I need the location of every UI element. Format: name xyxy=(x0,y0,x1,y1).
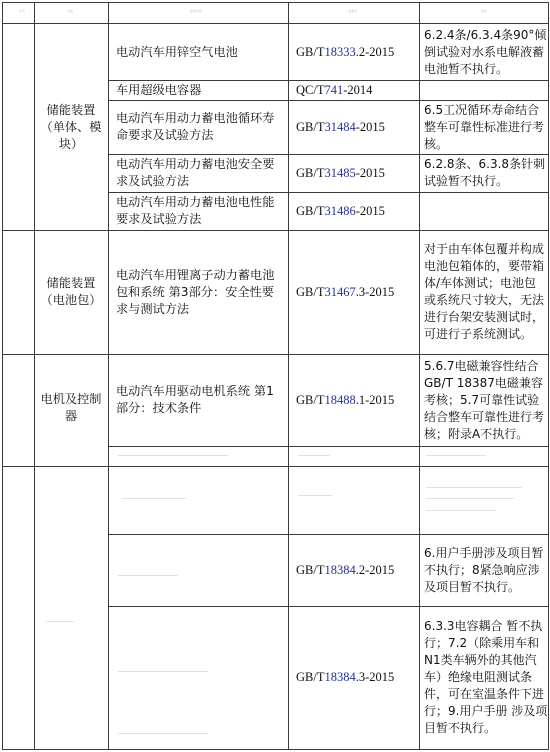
table-row-name: 电动汽车用动力蓄电池循环寿命要求及试验方法 xyxy=(116,111,275,142)
header-col-standard-number: 标准号 xyxy=(348,9,358,13)
col-rule xyxy=(288,2,289,750)
table-row-note: 6.3.3电容耦合 暂不执行；7.2（除乘用车和N1类车辆外的其他汽车）绝缘电阻测试条件，可在室温条件下进行；9.用户手册 涉及项目暂不执行。 xyxy=(424,618,548,735)
header-col-index: 序号 xyxy=(18,9,25,13)
std-suffix: -2015 xyxy=(355,119,385,134)
section-rule xyxy=(2,230,548,231)
table-row-standard xyxy=(296,24,420,80)
row-rule xyxy=(108,534,548,535)
table-row-name xyxy=(116,606,286,748)
col-rule xyxy=(34,2,35,750)
table-border-right xyxy=(548,2,549,750)
header-col-standard-name: 标准名称 xyxy=(189,9,202,13)
table-row-note: 6.5工况循环寿命结合整车可靠性标准进行考核。 xyxy=(424,102,545,151)
std-suffix: -2015 xyxy=(355,165,385,180)
std-prefix: GB/T xyxy=(296,284,325,299)
table-row-standard xyxy=(296,154,420,192)
section-rule xyxy=(2,354,548,355)
table-row-note xyxy=(424,80,548,100)
std-prefix: GB/T xyxy=(296,44,325,59)
faint-text-stroke xyxy=(426,498,514,499)
table-row-note: 6.用户手册涉及项目暂不执行；8紧急响应涉及项目暂不执行。 xyxy=(424,545,544,594)
table-border-left xyxy=(2,2,3,750)
std-suffix: .1-2015 xyxy=(355,392,395,407)
row-rule xyxy=(108,80,548,81)
header-col-remarks: 备注 xyxy=(480,9,487,13)
table-row-standard xyxy=(296,354,420,446)
std-number: 31484 xyxy=(324,119,356,134)
std-prefix: GB/T xyxy=(296,165,325,180)
table-row-name: 电动汽车用锂离子动力蓄电池包和系统 第3部分：安全性要求与测试方法 xyxy=(116,267,275,316)
category-storage-pack: 储能装置（电池包） xyxy=(40,276,102,307)
faint-text-stroke xyxy=(426,510,496,511)
faint-text-stroke xyxy=(118,575,178,576)
faint-text-stroke xyxy=(426,487,522,488)
table-border-bottom xyxy=(2,749,548,750)
table-row-note xyxy=(424,192,548,230)
std-prefix: GB/T xyxy=(296,392,325,407)
table-row-note: 6.2.8条、6.3.8条针刺试验暂不执行。 xyxy=(424,157,546,188)
table-row-standard xyxy=(296,606,420,748)
std-number: 31486 xyxy=(324,203,356,218)
table-row-standard xyxy=(296,100,420,154)
std-prefix: GB/T xyxy=(296,203,325,218)
table-row-standard xyxy=(296,534,420,606)
table-row-note: 5.6.7电磁兼容性结合GB/T 18387电磁兼容考核；5.7可靠性试验结合整车可靠性进行考核；附录A不执行。 xyxy=(424,358,545,441)
col-rule xyxy=(419,2,420,750)
std-number: 31485 xyxy=(324,165,356,180)
category-motor-controller: 电机及控制器 xyxy=(40,392,102,423)
faint-text-stroke xyxy=(426,455,486,456)
std-prefix: GB/T xyxy=(296,119,325,134)
std-number: 18384 xyxy=(324,562,356,577)
table-row-standard xyxy=(296,80,420,100)
table-header-rule xyxy=(2,23,548,24)
faint-text-stroke xyxy=(118,671,208,672)
faint-text-stroke xyxy=(118,455,228,456)
faint-text-stroke xyxy=(118,733,208,734)
table-row-name: 车用超级电容器 xyxy=(116,82,202,97)
std-prefix: GB/T xyxy=(296,669,325,684)
table-row-name: 电动汽车用动力蓄电池安全要求及试验方法 xyxy=(116,157,275,188)
std-prefix: QC/T xyxy=(296,82,325,97)
table-row-name xyxy=(116,534,286,606)
table-row-name: 电动汽车用动力蓄电池电性能要求及试验方法 xyxy=(116,195,275,226)
std-number: 31467 xyxy=(324,284,356,299)
category-storage-cell-module: 储能装置（单体、模块） xyxy=(40,102,102,151)
header-col-category: 分类 xyxy=(66,9,73,13)
std-prefix: GB/T xyxy=(296,562,325,577)
std-number: 18488 xyxy=(324,392,356,407)
faint-text-stroke xyxy=(298,455,330,456)
table-row-name: 电动汽车用驱动电机系统 第1部分：技术条件 xyxy=(116,384,274,415)
table-row-name: 电动汽车用锌空气电池 xyxy=(116,44,238,59)
std-number: 741 xyxy=(324,82,344,97)
std-suffix: .3-2015 xyxy=(355,284,395,299)
faint-text-stroke xyxy=(122,498,186,499)
table-row-standard xyxy=(296,230,420,354)
row-rule xyxy=(108,154,548,155)
std-suffix: .2-2015 xyxy=(355,44,395,59)
col-rule xyxy=(108,2,109,750)
table-border-top xyxy=(2,2,548,3)
std-number: 18333 xyxy=(324,44,356,59)
table-row-standard xyxy=(296,192,420,230)
row-rule xyxy=(108,446,548,447)
table-row-note: 对于由车体包覆并构成电池包箱体的，要带箱体/车体测试；电池包或系统尺寸较大，无法进行台架安装测试时，可进行子系统测试。 xyxy=(424,242,545,341)
row-rule xyxy=(108,192,548,193)
std-suffix: -2014 xyxy=(343,82,373,97)
std-suffix: .3-2015 xyxy=(355,669,395,684)
section-rule xyxy=(2,466,548,467)
std-suffix: -2015 xyxy=(355,203,385,218)
faint-text-stroke xyxy=(298,495,332,496)
row-rule xyxy=(108,606,548,607)
table-row-note: 6.2.4条/6.3.4条90°倾倒试验对水系电解液蓄电池暂不执行。 xyxy=(424,27,547,76)
std-suffix: .2-2015 xyxy=(355,562,395,577)
row-rule xyxy=(108,100,548,101)
std-number: 18384 xyxy=(324,669,356,684)
faint-text-stroke xyxy=(46,621,74,622)
